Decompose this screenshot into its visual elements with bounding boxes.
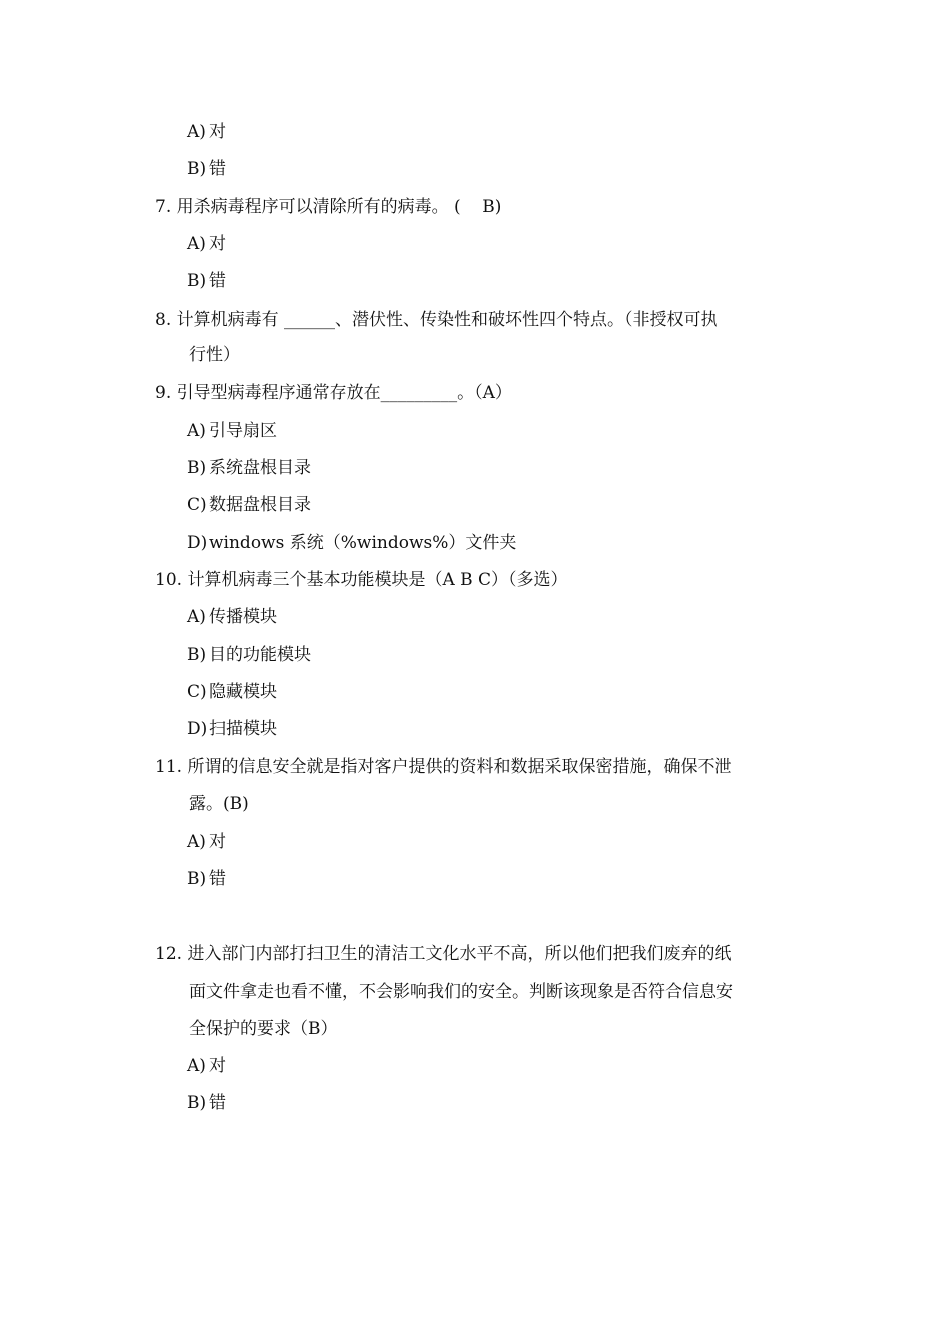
option-text: 错 (209, 1093, 226, 1113)
option-text: 扫描模块 (209, 719, 277, 739)
option-b (187, 645, 311, 665)
option-text: 错 (209, 159, 226, 179)
option-b (187, 1093, 226, 1113)
option-text: 传播模块 (209, 607, 277, 627)
option-c (187, 682, 277, 702)
option-text: 隐藏模块 (209, 682, 277, 702)
option-text: 目的功能模块 (209, 645, 311, 665)
option-label: A) (187, 607, 206, 627)
option-label: C) (187, 682, 207, 702)
option-label: A) (187, 421, 206, 441)
question-8-continuation: 行性） (189, 345, 240, 365)
option-b (187, 458, 311, 478)
question-12-continuation: 全保护的要求（B） (189, 1019, 338, 1039)
question-11-continuation: 露。(B) (189, 794, 249, 814)
option-text: 引导扇区 (209, 421, 277, 441)
option-label: D) (187, 533, 208, 553)
option-label: C) (187, 495, 207, 515)
question-12: 12. 进入部门内部打扫卫生的清洁工文化水平不高，所以他们把我们废弃的纸 (155, 944, 732, 964)
option-c (187, 495, 311, 515)
option-label: B) (187, 458, 207, 478)
option-a (187, 421, 277, 441)
question-12-continuation: 面文件拿走也看不懂，不会影响我们的安全。判断该现象是否符合信息安 (189, 982, 733, 1002)
option-text: 对 (209, 1056, 226, 1076)
option-label: A) (187, 122, 206, 142)
option-a (187, 234, 226, 254)
option-text: 系统盘根目录 (209, 458, 311, 478)
option-label: A) (187, 832, 206, 852)
option-a (187, 1056, 226, 1076)
option-b (187, 159, 226, 179)
option-text: 数据盘根目录 (209, 495, 311, 515)
option-b (187, 271, 226, 291)
option-label: D) (187, 719, 208, 739)
option-d (187, 719, 277, 739)
question-11: 11. 所谓的信息安全就是指对客户提供的资料和数据采取保密措施，确保不泄 (155, 757, 732, 777)
question-7: 7. 用杀病毒程序可以清除所有的病毒。 ( B) (155, 197, 502, 217)
option-label: A) (187, 1056, 206, 1076)
option-label: A) (187, 234, 206, 254)
option-label: B) (187, 159, 207, 179)
option-text: 对 (209, 122, 226, 142)
option-d (187, 533, 516, 553)
option-b (187, 869, 226, 889)
question-9: 9. 引导型病毒程序通常存放在_________。（A） (155, 383, 512, 403)
option-label: B) (187, 1093, 207, 1113)
option-text: 错 (209, 869, 226, 889)
option-text: 对 (209, 832, 226, 852)
option-a (187, 607, 277, 627)
option-a (187, 832, 226, 852)
option-label: B) (187, 271, 207, 291)
option-text: windows 系统（%windows%）文件夹 (209, 533, 517, 553)
option-label: B) (187, 645, 207, 665)
option-a (187, 122, 226, 142)
question-8: 8. 计算机病毒有 ______、潜伏性、传染性和破坏性四个特点。（非授权可执 (155, 310, 718, 330)
option-label: B) (187, 869, 207, 889)
option-text: 错 (209, 271, 226, 291)
question-10: 10. 计算机病毒三个基本功能模块是（A B C）（多选） (155, 570, 568, 590)
option-text: 对 (209, 234, 226, 254)
